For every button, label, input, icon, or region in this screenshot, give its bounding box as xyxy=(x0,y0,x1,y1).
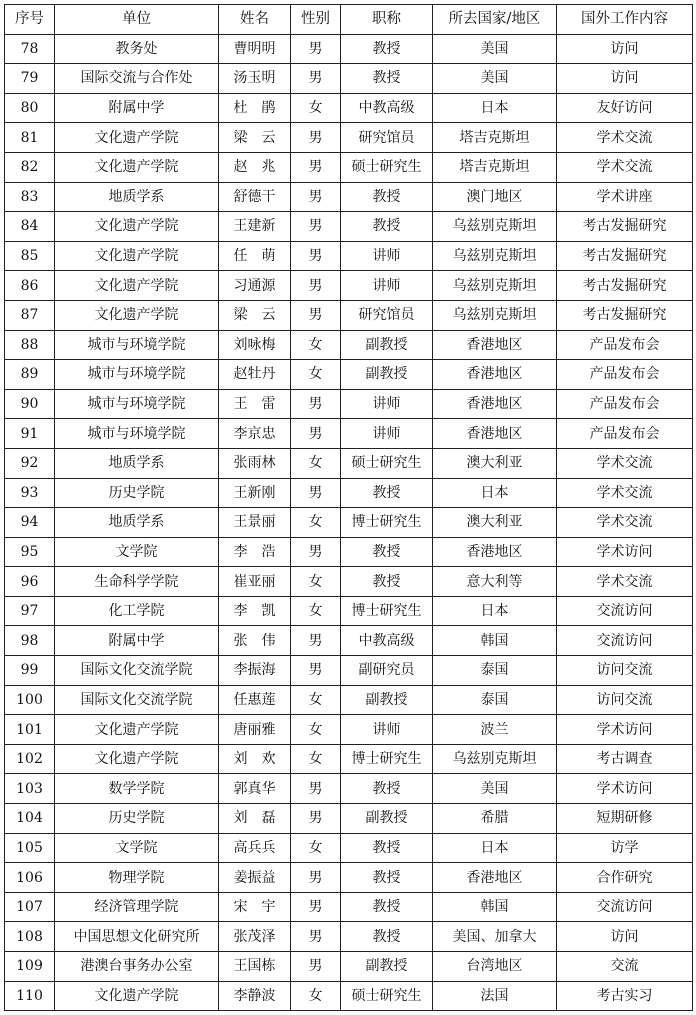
cell-unit: 文化遗产学院 xyxy=(55,744,219,774)
cell-gender: 女 xyxy=(291,567,341,597)
cell-index: 83 xyxy=(5,182,55,212)
cell-unit: 城市与环境学院 xyxy=(55,360,219,390)
cell-gender: 男 xyxy=(291,478,341,508)
table-row xyxy=(5,685,693,715)
table-row xyxy=(5,360,693,390)
cell-index: 104 xyxy=(5,804,55,834)
cell-unit: 文化遗产学院 xyxy=(55,715,219,745)
cell-gender: 男 xyxy=(291,952,341,982)
cell-work-content: 访问 xyxy=(557,64,693,94)
cell-unit: 经济管理学院 xyxy=(55,892,219,922)
cell-name: 张雨林 xyxy=(219,448,291,478)
cell-unit: 文化遗产学院 xyxy=(55,981,219,1011)
table-row xyxy=(5,744,693,774)
cell-title: 教授 xyxy=(341,833,433,863)
cell-unit: 物理学院 xyxy=(55,863,219,893)
cell-index: 98 xyxy=(5,626,55,656)
cell-name: 唐丽雅 xyxy=(219,715,291,745)
cell-gender: 女 xyxy=(291,93,341,123)
cell-destination: 乌兹别克斯坦 xyxy=(433,744,557,774)
cell-name: 李 凯 xyxy=(219,596,291,626)
cell-unit: 城市与环境学院 xyxy=(55,389,219,419)
cell-work-content: 学术交流 xyxy=(557,448,693,478)
cell-work-content: 产品发布会 xyxy=(557,419,693,449)
cell-name: 任 萌 xyxy=(219,241,291,271)
cell-work-content: 访问交流 xyxy=(557,656,693,686)
table-header-row xyxy=(5,5,693,35)
cell-gender: 男 xyxy=(291,656,341,686)
cell-destination: 台湾地区 xyxy=(433,952,557,982)
cell-title: 硕士研究生 xyxy=(341,981,433,1011)
cell-name: 汤玉明 xyxy=(219,64,291,94)
column-header-gender: 性别 xyxy=(291,5,341,35)
table-row xyxy=(5,64,693,94)
column-header-name: 姓名 xyxy=(219,5,291,35)
cell-destination: 乌兹别克斯坦 xyxy=(433,271,557,301)
cell-destination: 塔吉克斯坦 xyxy=(433,152,557,182)
cell-index: 81 xyxy=(5,123,55,153)
cell-gender: 男 xyxy=(291,182,341,212)
cell-gender: 女 xyxy=(291,596,341,626)
cell-title: 副教授 xyxy=(341,952,433,982)
cell-index: 108 xyxy=(5,922,55,952)
column-header-work-content: 国外工作内容 xyxy=(557,5,693,35)
cell-unit: 生命科学学院 xyxy=(55,567,219,597)
cell-index: 82 xyxy=(5,152,55,182)
cell-title: 教授 xyxy=(341,922,433,952)
cell-index: 86 xyxy=(5,271,55,301)
cell-work-content: 学术交流 xyxy=(557,152,693,182)
cell-unit: 地质学系 xyxy=(55,508,219,538)
table-row xyxy=(5,182,693,212)
cell-name: 李振海 xyxy=(219,656,291,686)
cell-unit: 教务处 xyxy=(55,34,219,64)
table-row xyxy=(5,241,693,271)
cell-name: 任惠莲 xyxy=(219,685,291,715)
cell-unit: 文化遗产学院 xyxy=(55,300,219,330)
table-row xyxy=(5,981,693,1011)
cell-unit: 文化遗产学院 xyxy=(55,123,219,153)
cell-unit: 历史学院 xyxy=(55,478,219,508)
cell-index: 78 xyxy=(5,34,55,64)
cell-unit: 附属中学 xyxy=(55,93,219,123)
cell-name: 舒德干 xyxy=(219,182,291,212)
cell-index: 85 xyxy=(5,241,55,271)
cell-work-content: 交流访问 xyxy=(557,892,693,922)
cell-work-content: 访问 xyxy=(557,34,693,64)
table-row xyxy=(5,804,693,834)
cell-index: 93 xyxy=(5,478,55,508)
cell-title: 研究馆员 xyxy=(341,123,433,153)
cell-index: 79 xyxy=(5,64,55,94)
cell-work-content: 学术访问 xyxy=(557,774,693,804)
cell-title: 硕士研究生 xyxy=(341,448,433,478)
cell-work-content: 友好访问 xyxy=(557,93,693,123)
cell-unit: 地质学系 xyxy=(55,448,219,478)
cell-index: 109 xyxy=(5,952,55,982)
cell-unit: 文化遗产学院 xyxy=(55,212,219,242)
cell-index: 94 xyxy=(5,508,55,538)
cell-name: 赵牡丹 xyxy=(219,360,291,390)
cell-title: 教授 xyxy=(341,567,433,597)
cell-title: 讲师 xyxy=(341,715,433,745)
cell-index: 103 xyxy=(5,774,55,804)
cell-name: 张茂泽 xyxy=(219,922,291,952)
table-row xyxy=(5,863,693,893)
cell-index: 96 xyxy=(5,567,55,597)
cell-gender: 女 xyxy=(291,685,341,715)
cell-destination: 美国 xyxy=(433,34,557,64)
cell-destination: 意大利等 xyxy=(433,567,557,597)
cell-name: 高兵兵 xyxy=(219,833,291,863)
cell-destination: 日本 xyxy=(433,596,557,626)
cell-title: 教授 xyxy=(341,212,433,242)
cell-unit: 地质学系 xyxy=(55,182,219,212)
cell-gender: 女 xyxy=(291,981,341,1011)
cell-title: 教授 xyxy=(341,34,433,64)
cell-unit: 港澳台事务办公室 xyxy=(55,952,219,982)
cell-unit: 数学学院 xyxy=(55,774,219,804)
cell-destination: 澳大利亚 xyxy=(433,448,557,478)
cell-index: 97 xyxy=(5,596,55,626)
cell-destination: 乌兹别克斯坦 xyxy=(433,241,557,271)
cell-destination: 香港地区 xyxy=(433,330,557,360)
cell-gender: 男 xyxy=(291,34,341,64)
cell-title: 副教授 xyxy=(341,330,433,360)
column-header-title: 职称 xyxy=(341,5,433,35)
cell-gender: 男 xyxy=(291,389,341,419)
cell-name: 梁 云 xyxy=(219,300,291,330)
cell-gender: 女 xyxy=(291,360,341,390)
cell-title: 博士研究生 xyxy=(341,744,433,774)
cell-name: 杜 鹃 xyxy=(219,93,291,123)
cell-title: 副教授 xyxy=(341,685,433,715)
cell-title: 讲师 xyxy=(341,389,433,419)
cell-index: 91 xyxy=(5,419,55,449)
cell-title: 副教授 xyxy=(341,804,433,834)
cell-index: 106 xyxy=(5,863,55,893)
cell-title: 中教高级 xyxy=(341,626,433,656)
cell-destination: 美国、加拿大 xyxy=(433,922,557,952)
cell-work-content: 产品发布会 xyxy=(557,330,693,360)
table-row xyxy=(5,596,693,626)
cell-destination: 日本 xyxy=(433,478,557,508)
cell-title: 教授 xyxy=(341,182,433,212)
cell-name: 郭真华 xyxy=(219,774,291,804)
table-row xyxy=(5,330,693,360)
cell-destination: 美国 xyxy=(433,64,557,94)
cell-destination: 澳大利亚 xyxy=(433,508,557,538)
cell-name: 王建新 xyxy=(219,212,291,242)
cell-index: 100 xyxy=(5,685,55,715)
cell-index: 90 xyxy=(5,389,55,419)
cell-destination: 波兰 xyxy=(433,715,557,745)
cell-title: 研究馆员 xyxy=(341,300,433,330)
cell-work-content: 学术访问 xyxy=(557,537,693,567)
cell-destination: 香港地区 xyxy=(433,360,557,390)
cell-work-content: 访问 xyxy=(557,922,693,952)
table-row xyxy=(5,271,693,301)
cell-destination: 香港地区 xyxy=(433,419,557,449)
cell-gender: 女 xyxy=(291,744,341,774)
cell-index: 92 xyxy=(5,448,55,478)
table-row xyxy=(5,152,693,182)
cell-unit: 城市与环境学院 xyxy=(55,419,219,449)
cell-name: 曹明明 xyxy=(219,34,291,64)
cell-title: 讲师 xyxy=(341,419,433,449)
cell-title: 副教授 xyxy=(341,360,433,390)
cell-index: 80 xyxy=(5,93,55,123)
cell-work-content: 考古调查 xyxy=(557,744,693,774)
cell-work-content: 交流 xyxy=(557,952,693,982)
cell-destination: 美国 xyxy=(433,774,557,804)
table-row xyxy=(5,626,693,656)
cell-gender: 男 xyxy=(291,419,341,449)
cell-destination: 法国 xyxy=(433,981,557,1011)
cell-index: 110 xyxy=(5,981,55,1011)
cell-gender: 男 xyxy=(291,271,341,301)
column-header-destination: 所去国家/地区 xyxy=(433,5,557,35)
table-row xyxy=(5,715,693,745)
cell-title: 副研究员 xyxy=(341,656,433,686)
cell-unit: 国际文化交流学院 xyxy=(55,656,219,686)
cell-destination: 乌兹别克斯坦 xyxy=(433,212,557,242)
cell-destination: 乌兹别克斯坦 xyxy=(433,300,557,330)
table-row xyxy=(5,952,693,982)
cell-index: 99 xyxy=(5,656,55,686)
table-row xyxy=(5,93,693,123)
cell-index: 95 xyxy=(5,537,55,567)
cell-work-content: 学术交流 xyxy=(557,508,693,538)
cell-gender: 男 xyxy=(291,64,341,94)
cell-name: 姜振益 xyxy=(219,863,291,893)
table-row xyxy=(5,123,693,153)
cell-work-content: 学术交流 xyxy=(557,123,693,153)
cell-gender: 女 xyxy=(291,448,341,478)
cell-index: 102 xyxy=(5,744,55,774)
table-row xyxy=(5,537,693,567)
cell-work-content: 学术访问 xyxy=(557,715,693,745)
cell-name: 张 伟 xyxy=(219,626,291,656)
cell-title: 讲师 xyxy=(341,271,433,301)
cell-name: 王新刚 xyxy=(219,478,291,508)
cell-work-content: 考古发掘研究 xyxy=(557,241,693,271)
cell-name: 崔亚丽 xyxy=(219,567,291,597)
cell-unit: 文学院 xyxy=(55,537,219,567)
cell-gender: 女 xyxy=(291,508,341,538)
column-header-index: 序号 xyxy=(5,5,55,35)
cell-unit: 文学院 xyxy=(55,833,219,863)
cell-index: 87 xyxy=(5,300,55,330)
cell-name: 梁 云 xyxy=(219,123,291,153)
cell-name: 刘 欢 xyxy=(219,744,291,774)
table-row xyxy=(5,389,693,419)
cell-work-content: 学术交流 xyxy=(557,478,693,508)
cell-title: 教授 xyxy=(341,537,433,567)
cell-gender: 男 xyxy=(291,892,341,922)
cell-title: 硕士研究生 xyxy=(341,152,433,182)
cell-title: 博士研究生 xyxy=(341,508,433,538)
cell-destination: 澳门地区 xyxy=(433,182,557,212)
table-row xyxy=(5,656,693,686)
cell-destination: 日本 xyxy=(433,93,557,123)
cell-unit: 附属中学 xyxy=(55,626,219,656)
cell-gender: 男 xyxy=(291,537,341,567)
cell-name: 宋 宇 xyxy=(219,892,291,922)
cell-work-content: 访问交流 xyxy=(557,685,693,715)
cell-index: 101 xyxy=(5,715,55,745)
table-row xyxy=(5,34,693,64)
cell-name: 李 浩 xyxy=(219,537,291,567)
cell-name: 赵 兆 xyxy=(219,152,291,182)
table-row xyxy=(5,508,693,538)
cell-unit: 中国思想文化研究所 xyxy=(55,922,219,952)
cell-gender: 女 xyxy=(291,715,341,745)
cell-name: 习通源 xyxy=(219,271,291,301)
table-row xyxy=(5,478,693,508)
table-row xyxy=(5,448,693,478)
cell-gender: 男 xyxy=(291,804,341,834)
cell-work-content: 考古发掘研究 xyxy=(557,212,693,242)
table-row xyxy=(5,922,693,952)
table-row xyxy=(5,419,693,449)
cell-title: 博士研究生 xyxy=(341,596,433,626)
cell-name: 王国栋 xyxy=(219,952,291,982)
cell-work-content: 考古实习 xyxy=(557,981,693,1011)
cell-gender: 女 xyxy=(291,330,341,360)
cell-title: 教授 xyxy=(341,863,433,893)
cell-title: 讲师 xyxy=(341,241,433,271)
cell-index: 89 xyxy=(5,360,55,390)
cell-gender: 男 xyxy=(291,626,341,656)
cell-destination: 日本 xyxy=(433,833,557,863)
cell-title: 教授 xyxy=(341,892,433,922)
cell-destination: 希腊 xyxy=(433,804,557,834)
cell-work-content: 访学 xyxy=(557,833,693,863)
cell-title: 教授 xyxy=(341,774,433,804)
column-header-unit: 单位 xyxy=(55,5,219,35)
cell-work-content: 合作研究 xyxy=(557,863,693,893)
cell-index: 88 xyxy=(5,330,55,360)
cell-unit: 文化遗产学院 xyxy=(55,271,219,301)
cell-name: 王景丽 xyxy=(219,508,291,538)
table-row xyxy=(5,212,693,242)
cell-gender: 男 xyxy=(291,300,341,330)
cell-name: 刘 磊 xyxy=(219,804,291,834)
cell-work-content: 考古发掘研究 xyxy=(557,300,693,330)
cell-title: 教授 xyxy=(341,64,433,94)
table-row xyxy=(5,567,693,597)
cell-gender: 女 xyxy=(291,833,341,863)
cell-index: 84 xyxy=(5,212,55,242)
cell-title: 中教高级 xyxy=(341,93,433,123)
cell-destination: 泰国 xyxy=(433,685,557,715)
table-row xyxy=(5,774,693,804)
table-row xyxy=(5,300,693,330)
cell-unit: 国际交流与合作处 xyxy=(55,64,219,94)
cell-destination: 香港地区 xyxy=(433,537,557,567)
cell-unit: 化工学院 xyxy=(55,596,219,626)
cell-destination: 香港地区 xyxy=(433,863,557,893)
cell-index: 107 xyxy=(5,892,55,922)
cell-work-content: 学术讲座 xyxy=(557,182,693,212)
cell-gender: 男 xyxy=(291,241,341,271)
cell-unit: 国际文化交流学院 xyxy=(55,685,219,715)
cell-work-content: 产品发布会 xyxy=(557,389,693,419)
cell-name: 李京忠 xyxy=(219,419,291,449)
cell-unit: 城市与环境学院 xyxy=(55,330,219,360)
cell-index: 105 xyxy=(5,833,55,863)
cell-work-content: 交流访问 xyxy=(557,596,693,626)
cell-destination: 泰国 xyxy=(433,656,557,686)
cell-destination: 韩国 xyxy=(433,892,557,922)
cell-gender: 男 xyxy=(291,774,341,804)
table-body xyxy=(5,34,693,1011)
cell-destination: 香港地区 xyxy=(433,389,557,419)
cell-name: 王 雷 xyxy=(219,389,291,419)
cell-name: 李静波 xyxy=(219,981,291,1011)
cell-work-content: 考古发掘研究 xyxy=(557,271,693,301)
cell-work-content: 产品发布会 xyxy=(557,360,693,390)
cell-work-content: 短期研修 xyxy=(557,804,693,834)
cell-destination: 韩国 xyxy=(433,626,557,656)
cell-unit: 文化遗产学院 xyxy=(55,152,219,182)
cell-name: 刘咏梅 xyxy=(219,330,291,360)
visits-table xyxy=(4,4,693,1011)
cell-gender: 男 xyxy=(291,922,341,952)
cell-gender: 男 xyxy=(291,863,341,893)
cell-unit: 历史学院 xyxy=(55,804,219,834)
cell-unit: 文化遗产学院 xyxy=(55,241,219,271)
cell-work-content: 交流访问 xyxy=(557,626,693,656)
cell-gender: 男 xyxy=(291,123,341,153)
cell-destination: 塔吉克斯坦 xyxy=(433,123,557,153)
cell-title: 教授 xyxy=(341,478,433,508)
cell-gender: 男 xyxy=(291,152,341,182)
cell-work-content: 学术交流 xyxy=(557,567,693,597)
table-row xyxy=(5,833,693,863)
cell-gender: 男 xyxy=(291,212,341,242)
table-row xyxy=(5,892,693,922)
